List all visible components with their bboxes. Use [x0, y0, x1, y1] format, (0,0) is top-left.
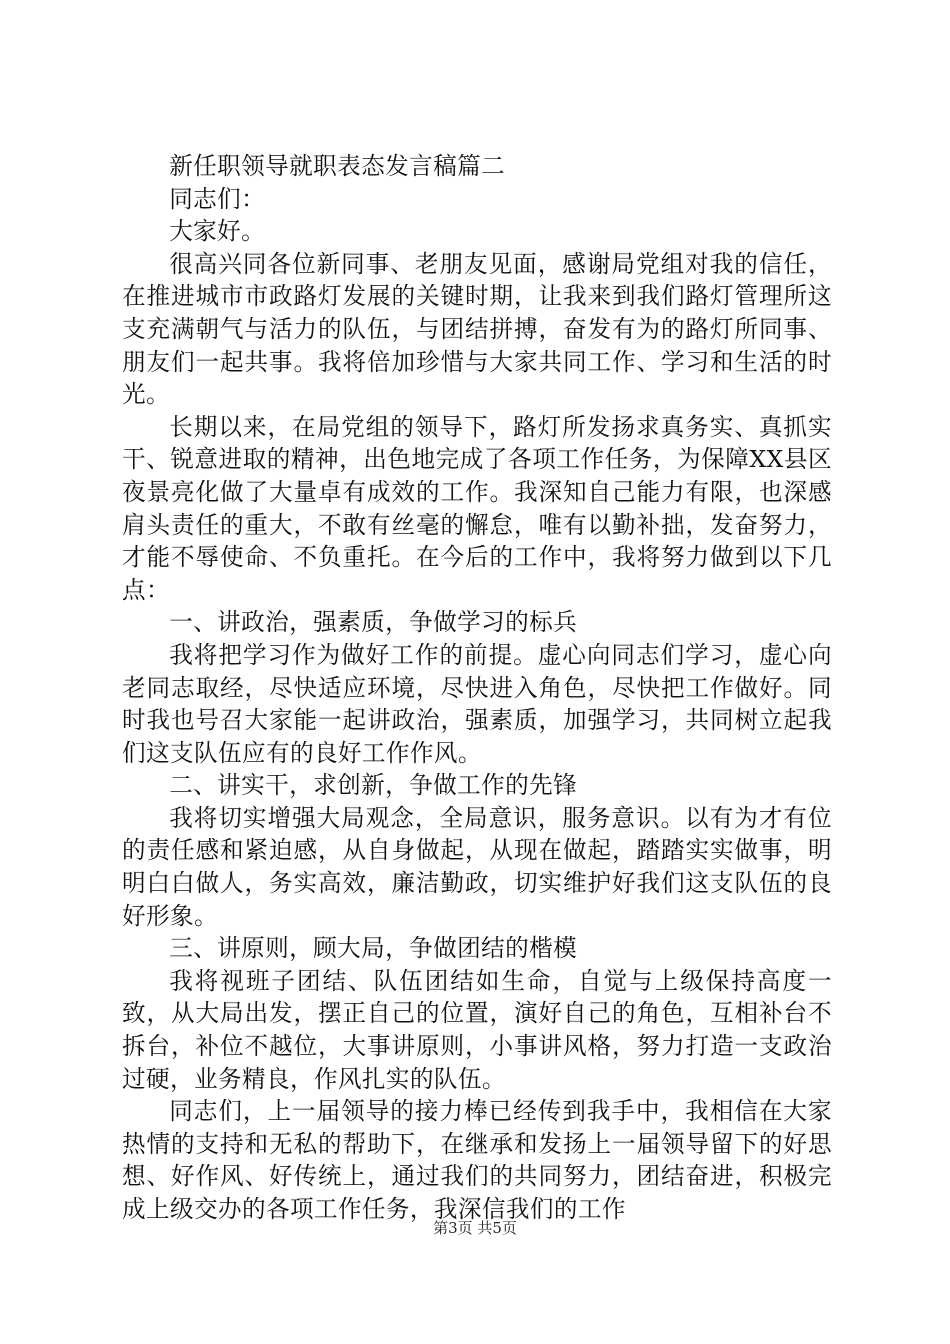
- document-title: 新任职领导就职表态发言稿篇二: [169, 152, 506, 180]
- section-heading-1: 一、讲政治，强素质，争做学习的标兵: [169, 608, 578, 637]
- paragraph-intro: 很高兴同各位新同事、老朋友见面，感谢局党组对我的信任，在推进城市市政路灯发展的关键时期，让我来到我们路灯管理所这支充满朝气与活力的队伍，与团结拼搏，奋发有为的路灯所同事、朋友们一起共事。我将倍加珍惜与大家共同工作、学习和生活的时光。: [122, 249, 832, 409]
- paragraph-section-3: 我将视班子团结、队伍团结如生命，自觉与上级保持高度一致，从大局出发，摆正自己的位置，演好自己的角色，互相补台不拆台，补位不越位，大事讲原则，小事讲风格，努力打造一支政治过硬，业务精良，作风扎实的队伍。: [122, 966, 832, 1093]
- greeting: 大家好。: [169, 217, 266, 246]
- paragraph-section-1: 我将把学习作为做好工作的前提。虚心向同志们学习，虚心向老同志取经，尽快适应环境，尽快进入角色，尽快把工作做好。同时我也号召大家能一起讲政治，强素质，加强学习，共同树立起我们这支队伍应有的良好工作作风。: [122, 640, 832, 767]
- paragraph-section-2: 我将切实增强大局观念，全局意识，服务意识。以有为才有位的责任感和紧迫感，从自身做起，从现在做起，踏踏实实做事，明明白白做人，务实高效，廉洁勤政，切实维护好我们这支队伍的良好形象。: [122, 803, 832, 930]
- section-heading-3: 三、讲原则，顾大局，争做团结的楷模: [169, 934, 578, 963]
- section-heading-2: 二、讲实干，求创新，争做工作的先锋: [169, 771, 578, 800]
- paragraph-closing: 同志们，上一届领导的接力棒已经传到我手中，我相信在大家热情的支持和无私的帮助下，在继承和发扬上一届领导留下的好思想、好作风、好传统上，通过我们的共同努力，团结奋进，积极完成上级交办的各项工作任务，我深信我们的工作: [122, 1097, 832, 1223]
- document-body: [122, 150, 832, 1226]
- paragraph-background: 长期以来，在局党组的领导下，路灯所发扬求真务实、真抓实干、锐意进取的精神，出色地完成了各项工作任务，为保障XX县区夜景亮化做了大量卓有成效的工作。我深知自己能力有限，也深感肩头责任的重大，不敢有丝毫的懈怠，唯有以勤补拙，发奋努力，才能不辱使命、不负重托。在今后的工作中，我将努力做到以下几点：: [122, 412, 832, 604]
- page-number-footer: 第3页 共5页: [433, 1219, 517, 1237]
- salutation: 同志们：: [169, 184, 266, 213]
